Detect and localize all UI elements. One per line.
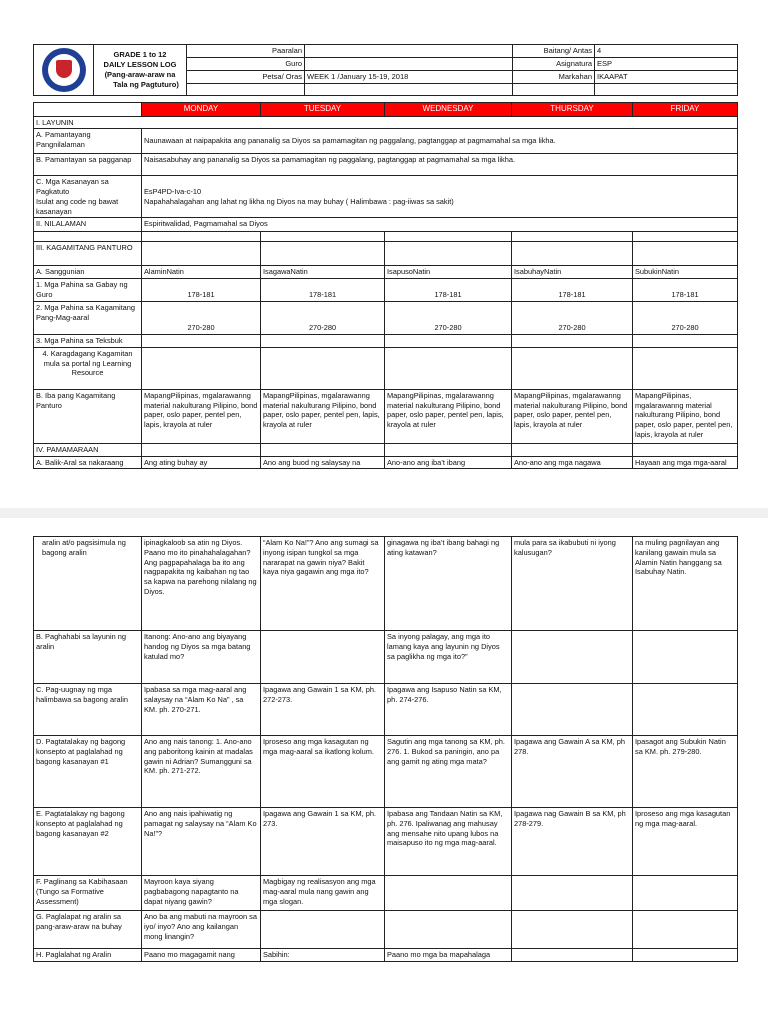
blank-cell	[633, 335, 738, 348]
day-wednesday: WEDNESDAY	[385, 103, 512, 117]
markahan-value: IKAAPAT	[595, 71, 738, 84]
row-pagtatalakay-1-monday: Ano ang nais tanong: 1. Ano-ano ang paboritong kainin at madalas gawin ni Adrian? Sumangguni sa KM. ph. 271-272.	[142, 736, 261, 808]
kagamitan-label: III. KAGAMITANG PANTURO	[34, 242, 142, 266]
pamamaraan-label: IV. PAMAMARAAN	[34, 443, 142, 456]
blank-cell	[142, 242, 261, 266]
row-pagtatalakay-2-friday: Iproseso ang mga kasagutan ng mga mag-aaral.	[633, 808, 738, 876]
gabay-label: 1. Mga Pahina sa Gabay ng Guro	[34, 279, 142, 302]
row-pag-uugnay-thursday	[512, 684, 633, 736]
row-pagtatalakay-2-monday: Ano ang nais ipahiwatig ng pamagat ng salaysay na “Alam Ko Na!”?	[142, 808, 261, 876]
row-paghahabi-label: B. Paghahabi sa layunin ng aralin	[34, 631, 142, 684]
corner-cell	[34, 103, 142, 117]
kagamitang-wednesday: 270-280	[385, 302, 512, 335]
deped-seal	[34, 45, 94, 96]
kasanayan-sub: Isulat ang code ng bawat kasanayan	[36, 196, 119, 216]
petsa-value: WEEK 1 /January 15-19, 2018	[305, 71, 513, 84]
row-paghahabi-wednesday: Sa inyong palagay, ang mga ito lamang kaya ang layunin ng Diyos sa paglikha ng mga ito?”	[385, 631, 512, 684]
row-pag-uugnay-label: C. Pag-uugnay ng mga halimbawa sa bagong aralin	[34, 684, 142, 736]
iba-monday: MapangPilipinas, mgalarawanng material nakulturang Pilipino, bond paper, oslo paper, pentel pen, lapis, krayola at ruler	[142, 389, 261, 443]
pamantayang-label: A. Pamantayang Pangnilalaman	[34, 129, 142, 154]
blank-cell	[385, 242, 512, 266]
balik-friday: Hayaan ang mga mga-aaral	[633, 456, 738, 469]
blank-cell	[512, 232, 633, 242]
row-pag-uugnay-tuesday: Ipagawa ang Gawain 1 sa KM, ph. 272-273.	[261, 684, 385, 736]
row-pag-uugnay-wednesday: Ipagawa ang Isapuso Natin sa KM, ph. 274-276.	[385, 684, 512, 736]
balik-thursday: Ano-ano ang mga nagawa	[512, 456, 633, 469]
blank-cell	[261, 232, 385, 242]
blank-cell	[595, 84, 738, 96]
section-layunin: I. LAYUNIN	[34, 116, 738, 129]
row-paglalahat-monday: Paano mo magagamit nang	[142, 949, 261, 962]
title-line-2: DAILY LESSON LOG	[103, 59, 177, 69]
blank-cell	[142, 232, 261, 242]
sanggunian-monday: AlaminNatin	[142, 266, 261, 279]
row-pagtatalakay-1-friday: Ipasagot ang Subukin Natin sa KM. ph. 279-280.	[633, 736, 738, 808]
header-title	[94, 45, 187, 96]
kagamitang-thursday: 270-280	[512, 302, 633, 335]
page-2	[0, 518, 768, 1024]
baitang-label: Baitang/ Antas	[513, 45, 595, 58]
row-paglalapat-friday	[633, 911, 738, 949]
gabay-tuesday: 178-181	[261, 279, 385, 302]
balik-monday: Ang ating buhay ay	[142, 456, 261, 469]
row-paglinang-monday: Mayroon kaya siyang pagbabagong napagtanto na dapat niyang gawin?	[142, 876, 261, 911]
kagamitang-label: 2. Mga Pahina sa Kagamitang Pang-Mag-aaral	[34, 302, 142, 335]
blank-cell	[261, 242, 385, 266]
row-pagtatalakay-2-tuesday: Ipagawa ang Gawain 1 sa KM, ph. 273.	[261, 808, 385, 876]
blank-cell	[142, 335, 261, 348]
deped-seal-icon	[42, 48, 86, 92]
blank-cell	[633, 242, 738, 266]
kasanayan-code: EsP4PD-Iva-c-10	[144, 187, 202, 197]
row-paglinang-tuesday: Magbigay ng realisasyon ang mga mag-aaral mula nang gawin ang mga slogan.	[261, 876, 385, 911]
iba-thursday: MapangPilipinas, mgalarawanng material nakulturang Pilipino, bond paper, oslo paper, pentel pen, lapis, krayola at ruler	[512, 389, 633, 443]
blank-cell	[385, 335, 512, 348]
guro-value	[305, 58, 513, 71]
row-pagtatalakay-1-tuesday: Iproseso ang mga kasagutan ng mga mag-aaral sa ikatlong kolum.	[261, 736, 385, 808]
blank-cell	[512, 335, 633, 348]
row-paglinang-wednesday	[385, 876, 512, 911]
gabay-friday: 178-181	[633, 279, 738, 302]
day-friday: FRIDAY	[633, 103, 738, 117]
day-monday: MONDAY	[142, 103, 261, 117]
row-pagtatalakay-1-thursday: Ipagawa ang Gawain A sa KM, ph 278.	[512, 736, 633, 808]
row-paglalapat-label: G. Paglalapat ng aralin sa pang-araw-araw na buhay	[34, 911, 142, 949]
row-pag-uugnay-friday	[633, 684, 738, 736]
pagganap-label: B. Pamantayan sa pagganap	[34, 154, 142, 176]
blank-cell	[142, 347, 261, 389]
row-paghahabi-monday: Itanong: Ano-ano ang biyayang handog ng Diyos sa mga batang katulad mo?	[142, 631, 261, 684]
iba-wednesday: MapangPilipinas, mgalarawanng material nakulturang Pilipino, bond paper, oslo paper, pentel pen, lapis, krayola at ruler	[385, 389, 512, 443]
guro-label: Guro	[187, 58, 305, 71]
row-paglalahat-tuesday: Sabihin:	[261, 949, 385, 962]
row-paglalapat-thursday	[512, 911, 633, 949]
row-aralin-label: aralin at/o pagsisimula ng bagong aralin	[34, 537, 142, 631]
kagamitang-monday: 270-280	[142, 302, 261, 335]
row-aralin-thursday: mula para sa ikabubuti ni iyong kalusugan?	[512, 537, 633, 631]
row-paglalapat-tuesday	[261, 911, 385, 949]
blank-cell	[633, 443, 738, 456]
row-paghahabi-tuesday	[261, 631, 385, 684]
iba-tuesday: MapangPilipinas, mgalarawanng material nakulturang Pilipino, bond paper, oslo paper, pentel pen, lapis, krayola at ruler	[261, 389, 385, 443]
row-pagtatalakay-2-label: E. Pagtatalakay ng bagong konsepto at paglalahad ng bagong kasanayan #2	[34, 808, 142, 876]
blank-cell	[261, 443, 385, 456]
karagdagang-label: 4. Karagdagang Kagamitan mula sa portal ng Learning Resource	[34, 347, 142, 389]
asignatura-label: Asignatura	[513, 58, 595, 71]
row-paghahabi-friday	[633, 631, 738, 684]
blank-cell	[385, 232, 512, 242]
blank-cell	[513, 84, 595, 96]
blank-cell	[512, 347, 633, 389]
sanggunian-friday: SubukinNatin	[633, 266, 738, 279]
kagamitang-friday: 270-280	[633, 302, 738, 335]
balik-wednesday: Ano-ano ang iba’t ibang	[385, 456, 512, 469]
iba-friday: MapangPilipinas, mgalarawanng material nakulturang Pilipino, bond paper, oslo paper, pentel pen, lapis, krayola at ruler	[633, 389, 738, 443]
sanggunian-wednesday: IsapusoNatin	[385, 266, 512, 279]
kasanayan-cell	[34, 176, 142, 218]
blank-cell	[142, 443, 261, 456]
blank-cell	[34, 232, 142, 242]
blank-cell	[633, 347, 738, 389]
row-aralin-friday: na muling pagnilayan ang kanilang gawain mula sa Alamin Natin hanggang sa Isabuhay Natin.	[633, 537, 738, 631]
row-paglalahat-wednesday: Paano mo mga ba mapahalaga	[385, 949, 512, 962]
row-aralin-wednesday: ginagawa ng iba’t ibang bahagi ng ating katawan?	[385, 537, 512, 631]
day-tuesday: TUESDAY	[261, 103, 385, 117]
blank-cell	[633, 232, 738, 242]
row-pagtatalakay-1-label: D. Pagtatalakay ng bagong konsepto at paglalahad ng bagong kasanayan #1	[34, 736, 142, 808]
row-pagtatalakay-1-wednesday: Sagutin ang mga tanong sa KM, ph. 276. 1. Bukod sa paningin, ano pa ang gamit ng ating mga mata?	[385, 736, 512, 808]
nilalaman-value: Espiritwalidad, Pagmamahal sa Diyos	[142, 218, 738, 232]
gabay-monday: 178-181	[142, 279, 261, 302]
gabay-wednesday: 178-181	[385, 279, 512, 302]
sanggunian-tuesday: IsagawaNatin	[261, 266, 385, 279]
iba-label: B. Iba pang Kagamitang Panturo	[34, 389, 142, 443]
row-pagtatalakay-2-thursday: Ipagawa nag Gawain B sa KM, ph 278-279.	[512, 808, 633, 876]
petsa-label: Petsa/ Oras	[187, 71, 305, 84]
nilalaman-label: II. NILALAMAN	[34, 218, 142, 232]
blank-cell	[187, 84, 305, 96]
header-table	[33, 44, 738, 96]
blank-cell	[261, 335, 385, 348]
row-paghahabi-thursday	[512, 631, 633, 684]
row-pag-uugnay-monday: Ipabasa sa mga mag-aaral ang salaysay na “Alam Ko Na” , sa KM. ph. 270-271.	[142, 684, 261, 736]
blank-cell	[512, 443, 633, 456]
gabay-thursday: 178-181	[512, 279, 633, 302]
page-1	[0, 0, 768, 508]
row-paglinang-thursday	[512, 876, 633, 911]
row-paglalahat-thursday	[512, 949, 633, 962]
row-paglinang-label: F. Paglinang sa Kabihasaan (Tungo sa Formative Assessment)	[34, 876, 142, 911]
row-paglalapat-monday: Ano ba ang mabuti na mayroon sa iyo/ inyo? Ano ang kailangan mong linangin?	[142, 911, 261, 949]
day-thursday: THURSDAY	[512, 103, 633, 117]
balik-tuesday: Ano ang buod ng salaysay na	[261, 456, 385, 469]
markahan-label: Markahan	[513, 71, 595, 84]
kasanayan-label: C. Mga Kasanayan sa Pagkatuto	[36, 177, 109, 197]
pagganap-value: Naisasabuhay ang pananalig sa Diyos sa pamamagitan ng paggalang, pagtanggap at pagmamahal sa mga likha.	[142, 154, 738, 176]
row-paglalahat-label: H. Paglalahat ng Aralin	[34, 949, 142, 962]
asignatura-value: ESP	[595, 58, 738, 71]
kagamitang-tuesday: 270-280	[261, 302, 385, 335]
title-line-3: (Pang-araw-araw na	[104, 70, 176, 79]
kasanayan-value: Napahahalagahan ang lahat ng likha ng Diyos na may buhay ( Halimbawa : pag-iiwas sa sakit)	[144, 196, 454, 206]
lesson-table-page-1	[33, 102, 738, 469]
blank-cell	[385, 443, 512, 456]
row-aralin-monday: ipinagkaloob sa atin ng Diyos. Paano mo ito pinahahalagahan? Ang pagpapahalaga ba ito ang nagpapakita ng kaibahan ng tao sa kapwa na parehong nilalang ng Diyos.	[142, 537, 261, 631]
blank-cell	[512, 242, 633, 266]
row-paglinang-friday	[633, 876, 738, 911]
teksbuk-label: 3. Mga Pahina sa Teksbuk	[34, 335, 142, 348]
baitang-value: 4	[595, 45, 738, 58]
blank-cell	[385, 347, 512, 389]
sanggunian-thursday: IsabuhayNatin	[512, 266, 633, 279]
blank-cell	[261, 347, 385, 389]
kasanayan-content	[142, 176, 738, 218]
pamantayang-value: Naunawaan at naipapakita ang pananalig sa Diyos sa pamamagitan ng paggalang, pagtanggap at pagmamahal sa mga likha.	[142, 129, 738, 154]
row-paglalahat-friday	[633, 949, 738, 962]
balik-label: A. Balik-Aral sa nakaraang	[34, 456, 142, 469]
row-pagtatalakay-2-wednesday: Ipabasa ang Tandaan Natin sa KM, ph. 276. Ipaliwanag ang mahusay ang mensahe nito upang lubos na maisapuso ito ng mga mag-aaral.	[385, 808, 512, 876]
title-line-4: Tala ng Pagtuturo)	[113, 80, 179, 90]
blank-cell	[305, 84, 513, 96]
row-paglalapat-wednesday	[385, 911, 512, 949]
paaralan-label: Paaralan	[187, 45, 305, 58]
row-aralin-tuesday: “Alam Ko Na!”? Ano ang sumagi sa inyong isipan tungkol sa mga nararapat na gawin niya? Bakit kaya niya gagawin ang mga ito?	[261, 537, 385, 631]
lesson-table-page-2	[33, 536, 738, 962]
paaralan-value	[305, 45, 513, 58]
sanggunian-label: A. Sanggunian	[34, 266, 142, 279]
title-line-1: GRADE 1 to 12	[113, 49, 167, 59]
